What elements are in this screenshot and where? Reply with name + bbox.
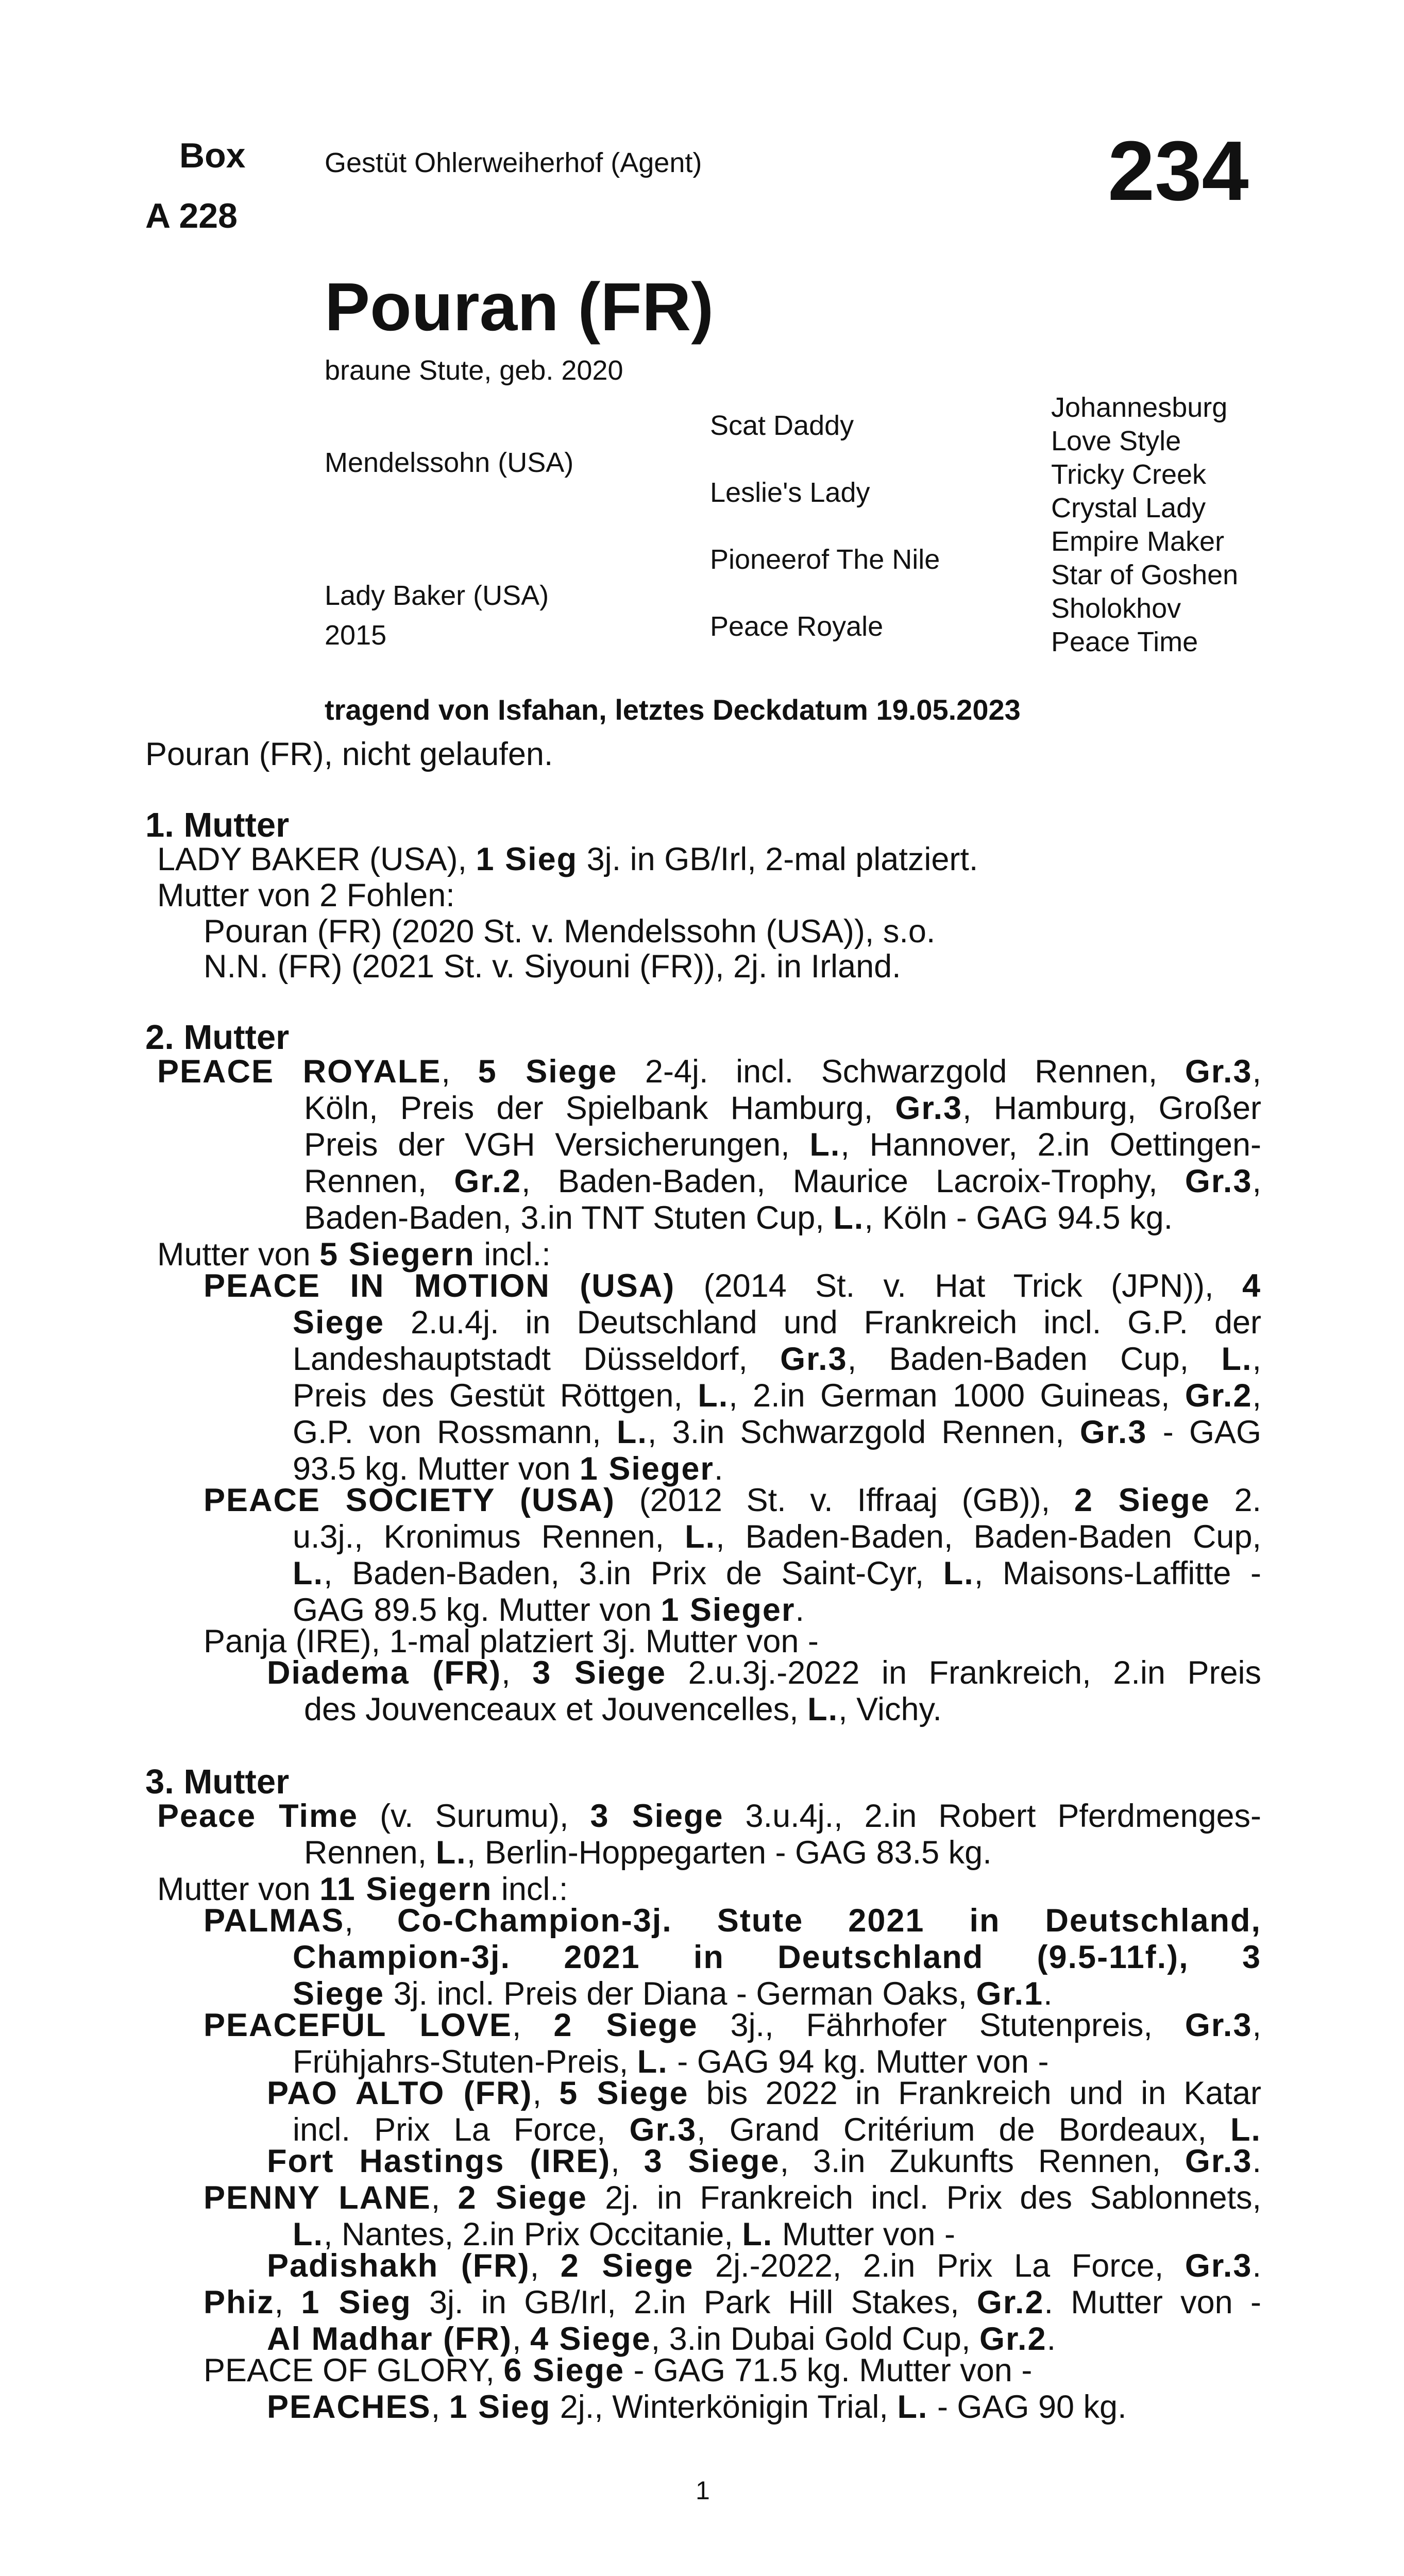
bold-text-run: PEACE ROYALE (157, 1054, 442, 1090)
text-run: , (1252, 1378, 1261, 1414)
text-run: incl. Prix La Force, (293, 2112, 630, 2148)
text-run: , (1252, 1163, 1261, 1199)
page-number: 1 (696, 2476, 710, 2505)
third-dam-line (293, 1939, 1261, 1976)
text-run: , (611, 2143, 644, 2179)
text-run: 3j., Fährhofer Stutenpreis, (698, 2007, 1185, 2043)
text-run: , (512, 2321, 530, 2357)
bold-text-run: L. (943, 1555, 974, 1591)
text-run: 2.u.4j. in Deutschland und Frankreich incl. G.P. der (384, 1304, 1261, 1341)
text-run: Preis des Gestüt Röttgen, (293, 1378, 698, 1414)
text-run: 2j.-2022, 2.in Prix La Force, (693, 2248, 1185, 2284)
bold-text-run: Gr.3 (1185, 1163, 1253, 1199)
bold-text-run: Gr.3 (780, 1341, 848, 1377)
text-run: 2-4j. incl. Schwarzgold Rennen, (617, 1054, 1185, 1090)
text-run: , 3.in Zukunfts Rennen, (780, 2143, 1185, 2179)
text-run: - GAG 90 kg. (928, 2389, 1127, 2425)
second-dam-line (204, 1482, 1261, 1519)
text-run: . (1252, 2248, 1261, 2284)
pedigree-gen2-3: Pioneerof The Nile (710, 544, 940, 575)
text-run: (2014 St. v. Hat Trick (JPN)), (675, 1268, 1242, 1304)
second-dam-line (293, 1304, 1261, 1341)
text-run: 2. (1210, 1482, 1262, 1518)
text-run: Preis der VGH Versicherungen, (304, 1127, 810, 1163)
text-run: Rennen, (304, 1835, 436, 1871)
third-dam-line (204, 2007, 1261, 2044)
text-run: incl.: (475, 1236, 551, 1273)
bold-text-run: L. (1221, 1341, 1253, 1377)
second-dam-line (204, 1268, 1261, 1304)
text-run: , Hamburg, Großer (962, 1090, 1261, 1126)
second-dam-line (304, 1163, 1261, 1200)
text-run: , 3.in Schwarzgold Rennen, (647, 1414, 1080, 1450)
bold-text-run: L. (293, 2216, 324, 2252)
pedigree-gen3-4: Crystal Lady (1051, 493, 1206, 523)
bold-text-run: Champion-3j. 2021 in Deutschland (9.5-11f.), 3 (293, 1939, 1261, 1975)
text-run: . (1043, 1976, 1053, 2012)
text-run: GAG 89.5 kg. Mutter von (293, 1592, 661, 1628)
text-run: . (1252, 2143, 1261, 2179)
bold-text-run: Gr.3 (629, 2112, 697, 2148)
racing-summary: Pouran (FR), nicht gelaufen. (145, 736, 553, 772)
text-run: . (1046, 2321, 1056, 2357)
text-run: Frühjahrs-Stuten-Preis, (293, 2044, 637, 2080)
text-run: , Baden-Baden, 3.in Prix de Saint-Cyr, (324, 1555, 943, 1591)
bold-text-run: L. (897, 2389, 928, 2425)
bold-text-run: L. (685, 1519, 716, 1555)
text-run: . (714, 1451, 723, 1487)
bold-text-run: PAO ALTO (FR) (267, 2075, 533, 2111)
bold-text-run: 1 Sieg (449, 2389, 551, 2425)
bold-text-run: PEACEFUL LOVE (204, 2007, 512, 2043)
bold-text-run: 1 Sieger (661, 1592, 796, 1628)
text-run: , 3.in Dubai Gold Cup, (651, 2321, 979, 2357)
bold-text-run: Gr.1 (976, 1976, 1044, 2012)
text-run: , (274, 2284, 301, 2320)
text-run: , Vichy. (838, 1691, 942, 1727)
third-dam-line (304, 1835, 992, 1871)
bold-text-run: 3 Siege (532, 1655, 666, 1691)
bold-text-run: L. (809, 1127, 841, 1163)
text-run: , (501, 1655, 533, 1691)
bold-text-run: Fort Hastings (IRE) (267, 2143, 611, 2179)
bold-text-run: 1 Sieg (301, 2284, 412, 2320)
text-run: 2j., Winterkönigin Trial, (551, 2389, 898, 2425)
bold-text-run: Gr.2 (1185, 1378, 1253, 1414)
text-run: , Baden-Baden Cup, (847, 1341, 1222, 1377)
first-dam-line (204, 913, 935, 950)
text-run: u.3j., Kronimus Rennen, (293, 1519, 685, 1555)
bold-text-run: 11 Siegern (319, 1871, 493, 1907)
text-run: , (431, 2180, 458, 2216)
bold-text-run: PENNY LANE (204, 2180, 431, 2216)
bold-text-run: 4 (1242, 1268, 1261, 1304)
text-run: , (512, 2007, 554, 2043)
bold-text-run: PALMAS (204, 1903, 345, 1939)
text-run: , (431, 2389, 449, 2425)
text-run: (2012 St. v. Iffraaj (GB)), (615, 1482, 1074, 1518)
pedigree-gen3-3: Tricky Creek (1051, 459, 1207, 490)
third-dam-line (267, 2389, 1127, 2426)
lot-number: 234 (1108, 124, 1249, 218)
text-run: , (1252, 1341, 1261, 1377)
bold-text-run: 4 Siege (530, 2321, 651, 2357)
text-run: , (344, 1903, 397, 1939)
text-run: bis 2022 in Frankreich und in Katar (688, 2075, 1262, 2111)
bold-text-run: Diadema (FR) (267, 1655, 502, 1691)
first-dam-line (157, 841, 978, 878)
bold-text-run: 6 Siege (503, 2352, 625, 2388)
bold-text-run: Siege (293, 1304, 385, 1341)
text-run: Mutter von - (773, 2216, 955, 2252)
text-run: . (795, 1592, 804, 1628)
second-dam-line (293, 1555, 1261, 1592)
text-run: , Nantes, 2.in Prix Occitanie, (324, 2216, 742, 2252)
bold-text-run: Phiz (204, 2284, 275, 2320)
text-run: , (530, 2248, 561, 2284)
text-run: 3j. in GB/Irl, 2-mal platziert. (578, 841, 978, 877)
bold-text-run: 5 Siegern (319, 1236, 475, 1273)
second-dam-heading: 2. Mutter (145, 1018, 290, 1057)
text-run: , Maisons-Laffitte - (974, 1555, 1261, 1591)
pedigree-gen3-5: Empire Maker (1051, 526, 1225, 557)
pedigree-gen2-2: Leslie's Lady (710, 477, 870, 508)
bold-text-run: 1 Sieg (476, 841, 578, 877)
text-run: 2j. in Frankreich incl. Prix des Sablonnets, (587, 2180, 1262, 2216)
bold-text-run: Gr.3 (1185, 2248, 1253, 2284)
bold-text-run: 1 Sieger (579, 1451, 714, 1487)
text-run: , Baden-Baden, Maurice Lacroix-Trophy, (521, 1163, 1185, 1199)
text-run: , (1252, 1054, 1262, 1090)
text-run: incl.: (492, 1871, 568, 1907)
consignor: Gestüt Ohlerweiherhof (Agent) (325, 147, 702, 178)
bold-text-run: L. (293, 1555, 324, 1591)
text-run: , Baden-Baden, Baden-Baden Cup, (716, 1519, 1261, 1555)
covering-note: tragend von Isfahan, letztes Deckdatum 19.05.2023 (325, 693, 1021, 726)
pedigree-dam-year: 2015 (325, 620, 387, 651)
text-run: Rennen, (304, 1163, 454, 1199)
bold-text-run: Gr.3 (1185, 1054, 1253, 1090)
text-run: Mutter von (157, 1236, 320, 1273)
text-run: , (532, 2075, 560, 2111)
bold-text-run: 5 Siege (478, 1054, 618, 1090)
text-run: G.P. von Rossmann, (293, 1414, 617, 1450)
bold-text-run: Peace Time (157, 1798, 359, 1834)
bold-text-run: 2 Siege (560, 2248, 694, 2284)
text-run: 3j. incl. Preis der Diana - German Oaks, (384, 1976, 976, 2012)
second-dam-line (304, 1200, 1173, 1236)
text-run: Mutter von (157, 1871, 320, 1907)
text-run: , Berlin-Hoppegarten - GAG 83.5 kg. (466, 1835, 992, 1871)
text-run: Baden-Baden, 3.in TNT Stuten Cup, (304, 1200, 834, 1236)
bold-text-run: 5 Siege (559, 2075, 689, 2111)
bold-text-run: 2 Siege (553, 2007, 698, 2043)
bold-text-run: L. (698, 1378, 729, 1414)
text-run: , 2.in German 1000 Guineas, (729, 1378, 1185, 1414)
bold-text-run: Gr.2 (976, 2284, 1044, 2320)
box-label: Box (179, 136, 246, 175)
text-run: N.N. (FR) (2021 St. v. Siyouni (FR)), 2j. in Irland. (204, 948, 901, 985)
pedigree-gen3-1: Johannesburg (1051, 392, 1228, 423)
text-run: Landeshauptstadt Düsseldorf, (293, 1341, 781, 1377)
text-run: 3j. in GB/Irl, 2.in Park Hill Stakes, (411, 2284, 977, 2320)
bold-text-run: 3 Siege (644, 2143, 780, 2179)
text-run: . Mutter von - (1044, 2284, 1261, 2320)
text-run: 93.5 kg. Mutter von (293, 1451, 580, 1487)
bold-text-run: L. (435, 1835, 467, 1871)
second-dam-line (267, 1655, 1261, 1691)
bold-text-run: Gr.3 (1079, 1414, 1147, 1450)
text-run: des Jouvenceaux et Jouvencelles, (304, 1691, 808, 1727)
bold-text-run: Padishakh (FR) (267, 2248, 530, 2284)
bold-text-run: L. (616, 1414, 648, 1450)
text-run: , (441, 1054, 478, 1090)
bold-text-run: Gr.3 (1185, 2007, 1253, 2043)
text-run: LADY BAKER (USA), (157, 841, 476, 877)
third-dam-line (267, 2248, 1261, 2284)
third-dam-line (204, 1903, 1261, 1939)
text-run: (v. Surumu), (358, 1798, 590, 1834)
second-dam-line (293, 1378, 1261, 1414)
second-dam-line (293, 1341, 1261, 1378)
text-run: , Hannover, 2.in Oettingen- (840, 1127, 1261, 1163)
bold-text-run: PEACE IN MOTION (USA) (204, 1268, 675, 1304)
bold-text-run: Siege (293, 1976, 385, 2012)
third-dam-line (157, 1798, 1261, 1835)
text-run: , (1252, 2007, 1261, 2043)
bold-text-run: PEACE SOCIETY (USA) (204, 1482, 615, 1518)
bold-text-run: L. (1230, 2112, 1261, 2148)
second-dam-line (304, 1127, 1261, 1163)
text-run: 2.u.3j.-2022 in Frankreich, 2.in Preis (666, 1655, 1261, 1691)
first-dam-line (204, 948, 901, 985)
third-dam-line (267, 2075, 1261, 2112)
text-run: 3.u.4j., 2.in Robert Pferdmenges- (723, 1798, 1262, 1834)
second-dam-line (293, 1519, 1261, 1555)
text-run: , Köln - GAG 94.5 kg. (864, 1200, 1173, 1236)
pedigree-gen2-1: Scat Daddy (710, 410, 854, 441)
bold-text-run: 2 Siege (458, 2180, 587, 2216)
bold-text-run: Co-Champion-3j. Stute 2021 in Deutschland, (397, 1903, 1262, 1939)
second-dam-line (304, 1090, 1261, 1127)
pedigree-gen2-4: Peace Royale (710, 611, 884, 642)
second-dam-line (304, 1691, 942, 1728)
first-dam-heading: 1. Mutter (145, 806, 290, 844)
pedigree-dam: Lady Baker (USA) (325, 580, 549, 611)
text-run: Köln, Preis der Spielbank Hamburg, (304, 1090, 895, 1126)
horse-description: braune Stute, geb. 2020 (325, 355, 623, 386)
third-dam-line (204, 2180, 1261, 2216)
text-run: - GAG (1147, 1414, 1261, 1450)
pedigree-gen3-8: Peace Time (1051, 626, 1198, 657)
bold-text-run: 3 Siege (590, 1798, 724, 1834)
bold-text-run: PEACHES (267, 2389, 431, 2425)
pedigree-gen3-7: Sholokhov (1051, 593, 1181, 624)
bold-text-run: Gr.3 (895, 1090, 962, 1126)
bold-text-run: L. (807, 1691, 839, 1727)
text-run: , Grand Critérium de Bordeaux, (697, 2112, 1230, 2148)
text-run: PEACE OF GLORY, (204, 2352, 504, 2388)
pedigree-gen3-2: Love Style (1051, 426, 1181, 456)
pedigree-gen3-6: Star of Goshen (1051, 560, 1239, 590)
box-number: A 228 (145, 196, 238, 235)
bold-text-run: Al Madhar (FR) (267, 2321, 512, 2357)
text-run: Mutter von 2 Fohlen: (157, 877, 455, 913)
bold-text-run: L. (742, 2216, 773, 2252)
third-dam-heading: 3. Mutter (145, 1762, 290, 1801)
third-dam-line (267, 2143, 1261, 2180)
text-run: Panja (IRE), 1-mal platziert 3j. Mutter von - (204, 1623, 819, 1659)
first-dam-line (157, 877, 455, 914)
bold-text-run: Gr.3 (1185, 2143, 1253, 2179)
text-run: - GAG 94 kg. Mutter von - (668, 2044, 1049, 2080)
bold-text-run: L. (637, 2044, 668, 2080)
bold-text-run: L. (833, 1200, 865, 1236)
third-dam-line (204, 2284, 1261, 2321)
bold-text-run: Gr.2 (454, 1163, 521, 1199)
pedigree-sire: Mendelssohn (USA) (325, 447, 574, 478)
bold-text-run: Gr.2 (979, 2321, 1047, 2357)
horse-name: Pouran (FR) (325, 269, 714, 345)
second-dam-line (293, 1414, 1261, 1451)
text-run: Pouran (FR) (2020 St. v. Mendelssohn (USA)), s.o. (204, 913, 936, 950)
third-dam-line (204, 2352, 1032, 2389)
bold-text-run: 2 Siege (1074, 1482, 1210, 1518)
text-run: - GAG 71.5 kg. Mutter von - (624, 2352, 1033, 2388)
second-dam-line (157, 1054, 1261, 1090)
